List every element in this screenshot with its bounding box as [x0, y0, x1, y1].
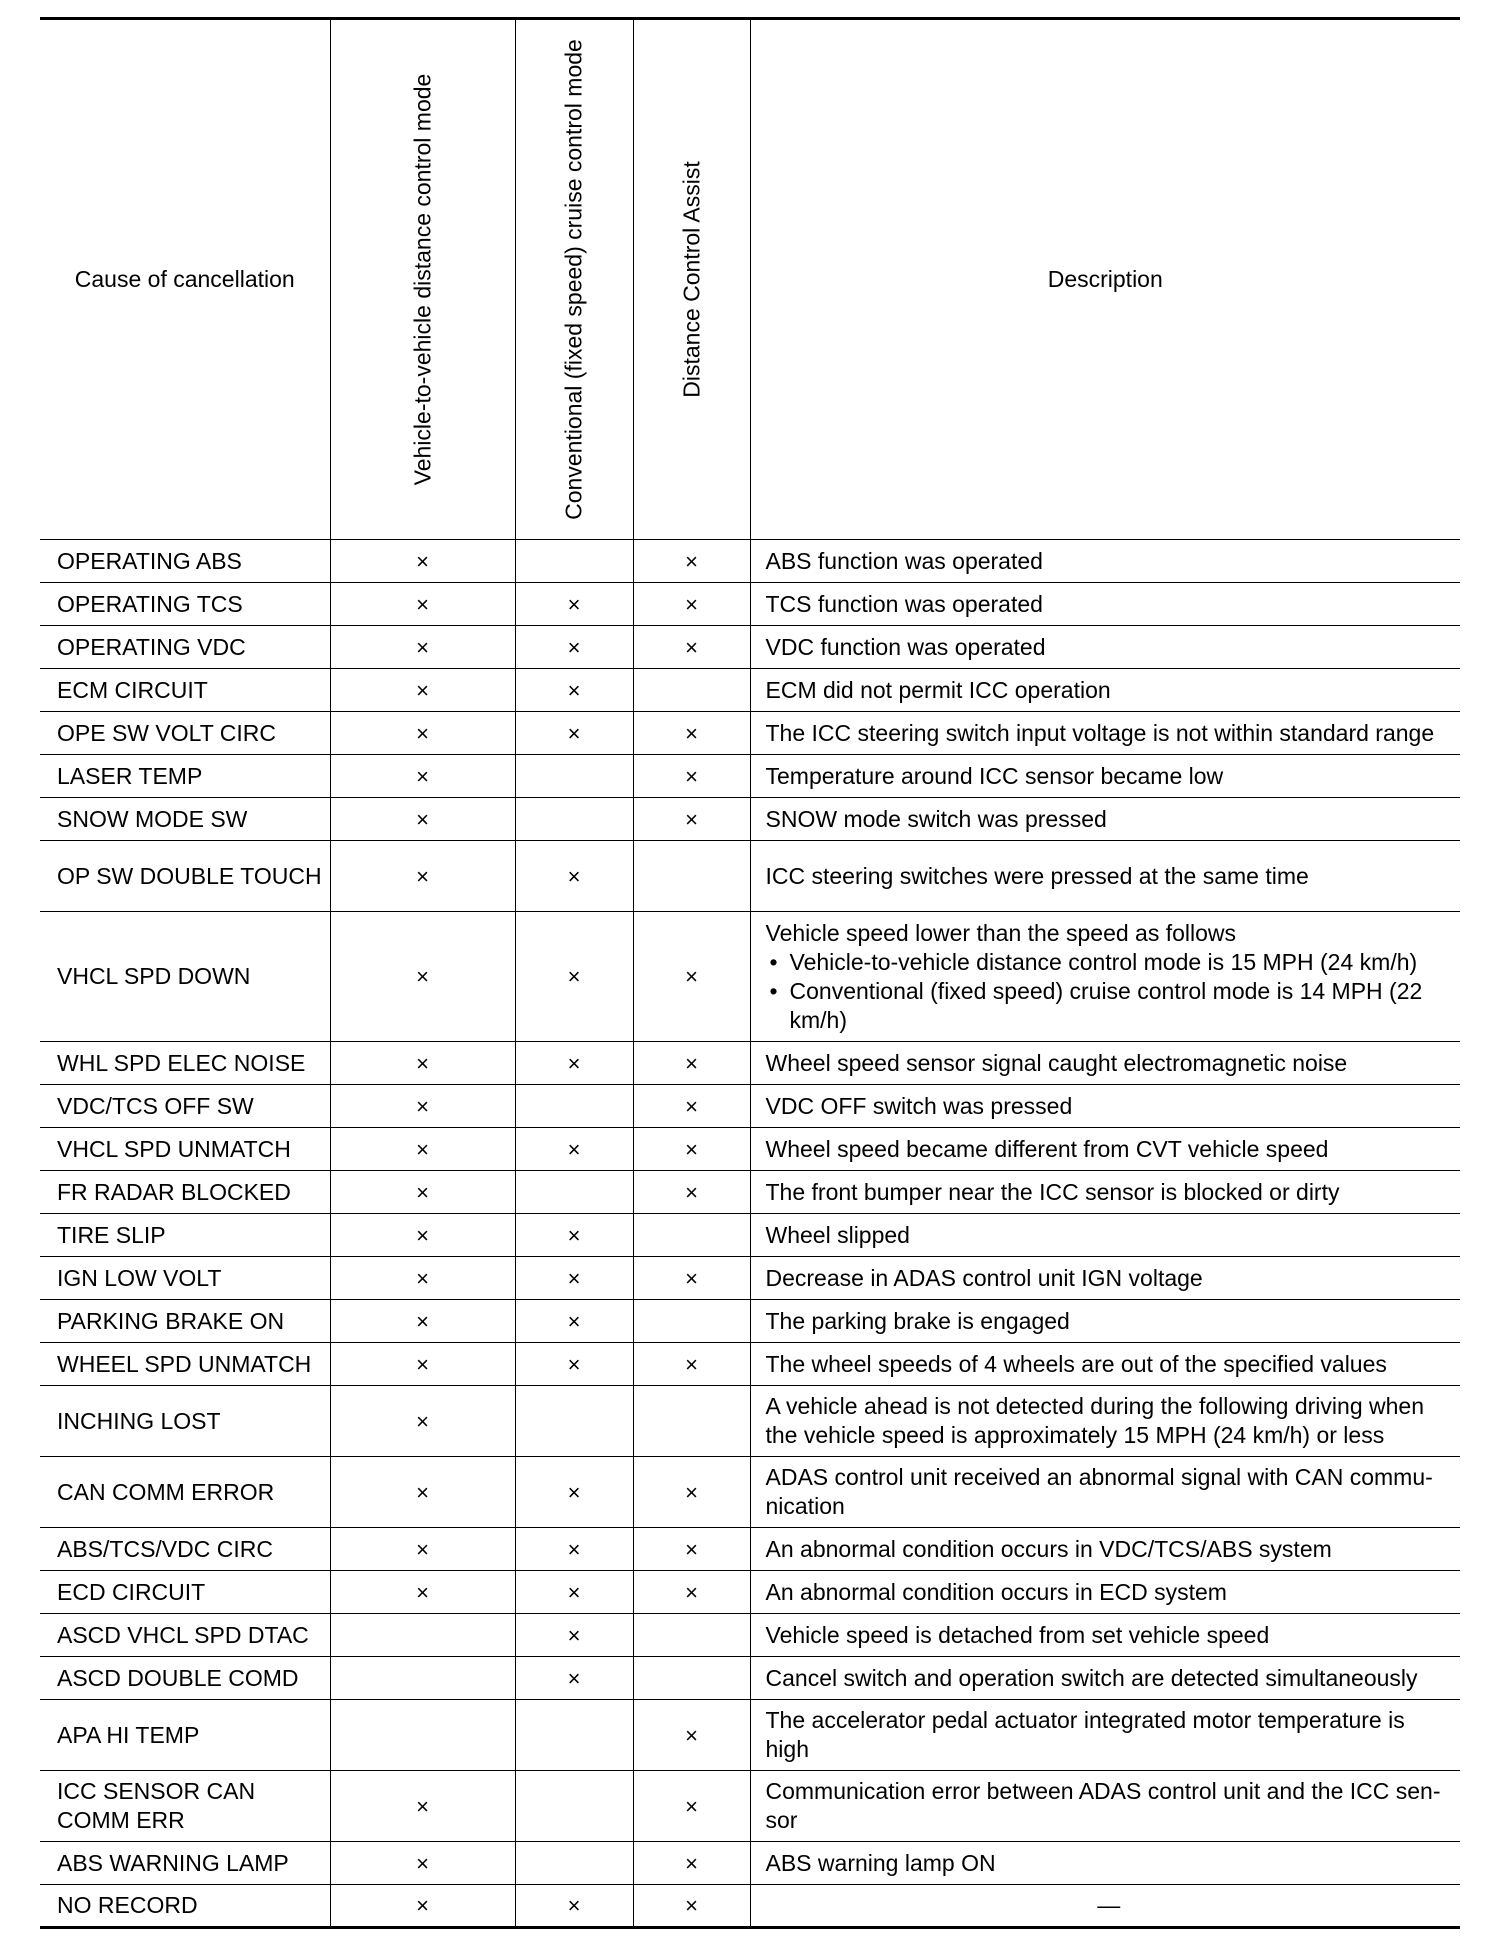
- table-row: [40, 1300, 1460, 1343]
- dca-mark-cell: [633, 1214, 750, 1257]
- conventional-mark-cell: ×: [515, 841, 633, 912]
- dca-mark-cell: ×: [633, 1528, 750, 1571]
- table-row: [40, 1885, 1460, 1928]
- description-text: The parking brake is engaged: [765, 1307, 1070, 1334]
- dca-mark-cell: ×: [633, 583, 750, 626]
- conventional-mark-cell: [515, 1085, 633, 1128]
- header-conventional-mode: [515, 19, 633, 540]
- cause-cell: LASER TEMP: [40, 755, 330, 798]
- description-bullet: • Vehicle-to-vehicle distance control mode is 15 MPH (24 km/h): [790, 948, 1453, 977]
- v2v-mark-cell: ×: [330, 755, 515, 798]
- v2v-mark-cell: ×: [330, 1085, 515, 1128]
- table-row: [40, 1614, 1460, 1657]
- description-cell: [750, 1842, 1460, 1885]
- v2v-mark-cell: ×: [330, 1571, 515, 1614]
- description-text: Wheel slipped: [765, 1221, 910, 1248]
- header-description: [750, 19, 1460, 540]
- description-cell: [750, 1700, 1460, 1771]
- conventional-mark-cell: ×: [515, 1343, 633, 1386]
- v2v-mark-cell: ×: [330, 1214, 515, 1257]
- description-text: An abnormal condition occurs in ECD system: [765, 1578, 1227, 1605]
- v2v-mark-cell: [330, 1700, 515, 1771]
- conventional-mark-cell: ×: [515, 1457, 633, 1528]
- table-row: [40, 540, 1460, 583]
- description-cell: [750, 1214, 1460, 1257]
- conventional-mark-cell: [515, 1171, 633, 1214]
- description-cell: [750, 912, 1460, 1042]
- description-text: Cancel switch and operation switch are detected simultaneously: [765, 1664, 1418, 1691]
- description-text: SNOW mode switch was pressed: [765, 805, 1107, 832]
- description-text: Wheel speed sensor signal caught electromagnetic noise: [765, 1049, 1348, 1076]
- header-conventional-mode-label: Conventional (fixed speed) cruise control mode: [560, 39, 587, 520]
- dca-mark-cell: ×: [633, 1343, 750, 1386]
- v2v-mark-cell: ×: [330, 798, 515, 841]
- v2v-mark-cell: ×: [330, 1300, 515, 1343]
- v2v-mark-cell: ×: [330, 1128, 515, 1171]
- cancellation-cause-table: [40, 17, 1460, 1929]
- description-text: VDC OFF switch was pressed: [765, 1092, 1073, 1119]
- v2v-mark-cell: ×: [330, 1042, 515, 1085]
- conventional-mark-cell: ×: [515, 1528, 633, 1571]
- conventional-mark-cell: ×: [515, 626, 633, 669]
- table-row: [40, 1171, 1460, 1214]
- v2v-mark-cell: ×: [330, 1171, 515, 1214]
- cause-cell: OPE SW VOLT CIRC: [40, 712, 330, 755]
- description-cell: [750, 1171, 1460, 1214]
- v2v-mark-cell: ×: [330, 1386, 515, 1457]
- description-text: The accelerator pedal actuator integrated motor temperature is high: [765, 1707, 1405, 1762]
- header-dca: [633, 19, 750, 540]
- cause-cell: ICC SENSOR CAN COMM ERR: [40, 1771, 330, 1842]
- dca-mark-cell: [633, 1657, 750, 1700]
- conventional-mark-cell: ×: [515, 669, 633, 712]
- table-row: [40, 1571, 1460, 1614]
- header-description-label: Description: [1047, 266, 1163, 292]
- description-text: Vehicle speed lower than the speed as follows: [765, 919, 1237, 946]
- table-row: [40, 1257, 1460, 1300]
- table-row: [40, 712, 1460, 755]
- cause-cell: OPERATING TCS: [40, 583, 330, 626]
- v2v-mark-cell: ×: [330, 912, 515, 1042]
- cause-cell: WHL SPD ELEC NOISE: [40, 1042, 330, 1085]
- table-row: [40, 1214, 1460, 1257]
- cause-cell: OPERATING ABS: [40, 540, 330, 583]
- cause-cell: IGN LOW VOLT: [40, 1257, 330, 1300]
- cause-cell: OPERATING VDC: [40, 626, 330, 669]
- conventional-mark-cell: ×: [515, 1300, 633, 1343]
- dca-mark-cell: [633, 1300, 750, 1343]
- v2v-mark-cell: ×: [330, 1257, 515, 1300]
- cause-cell: APA HI TEMP: [40, 1700, 330, 1771]
- dca-mark-cell: ×: [633, 798, 750, 841]
- dca-mark-cell: ×: [633, 1042, 750, 1085]
- table-row: [40, 583, 1460, 626]
- dca-mark-cell: ×: [633, 1128, 750, 1171]
- cause-cell: ABS WARNING LAMP: [40, 1842, 330, 1885]
- dca-mark-cell: [633, 841, 750, 912]
- table-row: [40, 1386, 1460, 1457]
- dca-mark-cell: ×: [633, 712, 750, 755]
- description-cell: [750, 1657, 1460, 1700]
- dca-mark-cell: [633, 1386, 750, 1457]
- description-cell: [750, 1085, 1460, 1128]
- description-text: VDC function was operated: [765, 633, 1046, 660]
- description-cell: [750, 1771, 1460, 1842]
- header-cause-label: Cause of cancellation: [74, 266, 295, 292]
- conventional-mark-cell: ×: [515, 1614, 633, 1657]
- description-cell: [750, 540, 1460, 583]
- conventional-mark-cell: [515, 1842, 633, 1885]
- description-cell: [750, 1343, 1460, 1386]
- v2v-mark-cell: ×: [330, 1457, 515, 1528]
- v2v-mark-cell: ×: [330, 712, 515, 755]
- table-row: [40, 1700, 1460, 1771]
- dca-mark-cell: ×: [633, 1842, 750, 1885]
- v2v-mark-cell: [330, 1614, 515, 1657]
- v2v-mark-cell: [330, 1657, 515, 1700]
- description-text: ECM did not permit ICC operation: [765, 676, 1111, 703]
- cause-cell: TIRE SLIP: [40, 1214, 330, 1257]
- description-cell: [750, 1457, 1460, 1528]
- conventional-mark-cell: [515, 1386, 633, 1457]
- conventional-mark-cell: ×: [515, 1885, 633, 1928]
- dca-mark-cell: ×: [633, 626, 750, 669]
- header-dca-label: Distance Control Assist: [678, 161, 704, 398]
- description-cell: [750, 1885, 1460, 1928]
- conventional-mark-cell: [515, 755, 633, 798]
- v2v-mark-cell: ×: [330, 1842, 515, 1885]
- header-v2v-mode-label: Vehicle-to-vehicle distance control mode: [409, 73, 435, 486]
- table-row: [40, 1528, 1460, 1571]
- description-text: An abnormal condition occurs in VDC/TCS/ABS system: [765, 1535, 1332, 1562]
- table-row: [40, 841, 1460, 912]
- v2v-mark-cell: ×: [330, 583, 515, 626]
- conventional-mark-cell: [515, 1700, 633, 1771]
- description-text: ABS warning lamp ON: [765, 1849, 996, 1876]
- table-row: [40, 1771, 1460, 1842]
- description-text: TCS function was operated: [765, 590, 1043, 617]
- conventional-mark-cell: [515, 798, 633, 841]
- dca-mark-cell: ×: [633, 1771, 750, 1842]
- description-cell: [750, 1386, 1460, 1457]
- cause-cell: VDC/TCS OFF SW: [40, 1085, 330, 1128]
- description-cell: [750, 669, 1460, 712]
- description-text: The wheel speeds of 4 wheels are out of the specified values: [765, 1350, 1387, 1377]
- v2v-mark-cell: ×: [330, 540, 515, 583]
- cause-cell: VHCL SPD UNMATCH: [40, 1128, 330, 1171]
- conventional-mark-cell: ×: [515, 1214, 633, 1257]
- conventional-mark-cell: ×: [515, 912, 633, 1042]
- dca-mark-cell: ×: [633, 1457, 750, 1528]
- cause-cell: ASCD DOUBLE COMD: [40, 1657, 330, 1700]
- v2v-mark-cell: ×: [330, 626, 515, 669]
- table-row: [40, 669, 1460, 712]
- cause-cell: PARKING BRAKE ON: [40, 1300, 330, 1343]
- description-cell: [750, 1042, 1460, 1085]
- description-cell: [750, 755, 1460, 798]
- table-body: [40, 540, 1460, 1928]
- table-row: [40, 1042, 1460, 1085]
- table-row: [40, 626, 1460, 669]
- dca-mark-cell: ×: [633, 1085, 750, 1128]
- cause-cell: WHEEL SPD UNMATCH: [40, 1343, 330, 1386]
- cause-cell: FR RADAR BLOCKED: [40, 1171, 330, 1214]
- cause-cell: ASCD VHCL SPD DTAC: [40, 1614, 330, 1657]
- cause-cell: OP SW DOUBLE TOUCH: [40, 841, 330, 912]
- cause-cell: ECD CIRCUIT: [40, 1571, 330, 1614]
- cause-cell: ABS/TCS/VDC CIRC: [40, 1528, 330, 1571]
- table-row: [40, 1343, 1460, 1386]
- dca-mark-cell: ×: [633, 1571, 750, 1614]
- conventional-mark-cell: [515, 540, 633, 583]
- description-text: ABS function was operated: [765, 547, 1043, 574]
- description-cell: [750, 798, 1460, 841]
- v2v-mark-cell: ×: [330, 841, 515, 912]
- dca-mark-cell: ×: [633, 912, 750, 1042]
- conventional-mark-cell: ×: [515, 1128, 633, 1171]
- description-text: Communication error between ADAS control unit and the ICC sen-sor: [765, 1778, 1441, 1833]
- table-row: [40, 798, 1460, 841]
- header-cause: [40, 19, 330, 540]
- conventional-mark-cell: ×: [515, 583, 633, 626]
- description-cell: [750, 583, 1460, 626]
- table-row: [40, 1657, 1460, 1700]
- v2v-mark-cell: ×: [330, 1343, 515, 1386]
- table-row: [40, 1128, 1460, 1171]
- table-row: [40, 1457, 1460, 1528]
- table-row: [40, 912, 1460, 1042]
- description-cell: [750, 1571, 1460, 1614]
- description-cell: [750, 1300, 1460, 1343]
- description-text: Vehicle speed is detached from set vehicle speed: [765, 1621, 1270, 1648]
- description-text: A vehicle ahead is not detected during the following driving when the vehicle speed is approximately 15 MPH (24 km/h) or less: [765, 1393, 1424, 1448]
- header-row: [40, 19, 1460, 540]
- header-v2v-mode: [330, 19, 515, 540]
- cause-cell: SNOW MODE SW: [40, 798, 330, 841]
- cause-cell: VHCL SPD DOWN: [40, 912, 330, 1042]
- description-text: Decrease in ADAS control unit IGN voltage: [765, 1264, 1203, 1291]
- dca-mark-cell: ×: [633, 1700, 750, 1771]
- description-text: —: [1097, 1892, 1121, 1918]
- description-cell: [750, 712, 1460, 755]
- v2v-mark-cell: ×: [330, 1885, 515, 1928]
- v2v-mark-cell: ×: [330, 1528, 515, 1571]
- description-text: The ICC steering switch input voltage is not within standard range: [765, 719, 1435, 746]
- dca-mark-cell: [633, 669, 750, 712]
- description-cell: [750, 1528, 1460, 1571]
- description-bullet: • Conventional (fixed speed) cruise control mode is 14 MPH (22 km/h): [790, 977, 1453, 1035]
- dca-mark-cell: [633, 1614, 750, 1657]
- dca-mark-cell: ×: [633, 1885, 750, 1928]
- conventional-mark-cell: [515, 1771, 633, 1842]
- cause-cell: ECM CIRCUIT: [40, 669, 330, 712]
- dca-mark-cell: ×: [633, 755, 750, 798]
- description-text: ICC steering switches were pressed at the same time: [765, 862, 1309, 889]
- cause-cell: NO RECORD: [40, 1885, 330, 1928]
- description-cell: [750, 1257, 1460, 1300]
- dca-mark-cell: ×: [633, 540, 750, 583]
- description-text: ADAS control unit received an abnormal signal with CAN commu-nication: [765, 1464, 1433, 1519]
- cause-cell: INCHING LOST: [40, 1386, 330, 1457]
- conventional-mark-cell: ×: [515, 1257, 633, 1300]
- description-text: Temperature around ICC sensor became low: [765, 762, 1224, 789]
- description-text: Wheel speed became different from CVT vehicle speed: [765, 1135, 1329, 1162]
- conventional-mark-cell: ×: [515, 1571, 633, 1614]
- table-row: [40, 1842, 1460, 1885]
- cause-cell: CAN COMM ERROR: [40, 1457, 330, 1528]
- v2v-mark-cell: ×: [330, 669, 515, 712]
- table-row: [40, 755, 1460, 798]
- dca-mark-cell: ×: [633, 1257, 750, 1300]
- conventional-mark-cell: ×: [515, 712, 633, 755]
- conventional-mark-cell: ×: [515, 1042, 633, 1085]
- conventional-mark-cell: ×: [515, 1657, 633, 1700]
- v2v-mark-cell: ×: [330, 1771, 515, 1842]
- description-text: The front bumper near the ICC sensor is blocked or dirty: [765, 1178, 1340, 1205]
- description-cell: [750, 1128, 1460, 1171]
- dca-mark-cell: ×: [633, 1171, 750, 1214]
- description-cell: [750, 626, 1460, 669]
- description-cell: [750, 1614, 1460, 1657]
- table-row: [40, 1085, 1460, 1128]
- description-bullet-list: [766, 948, 1453, 1035]
- description-cell: [750, 841, 1460, 912]
